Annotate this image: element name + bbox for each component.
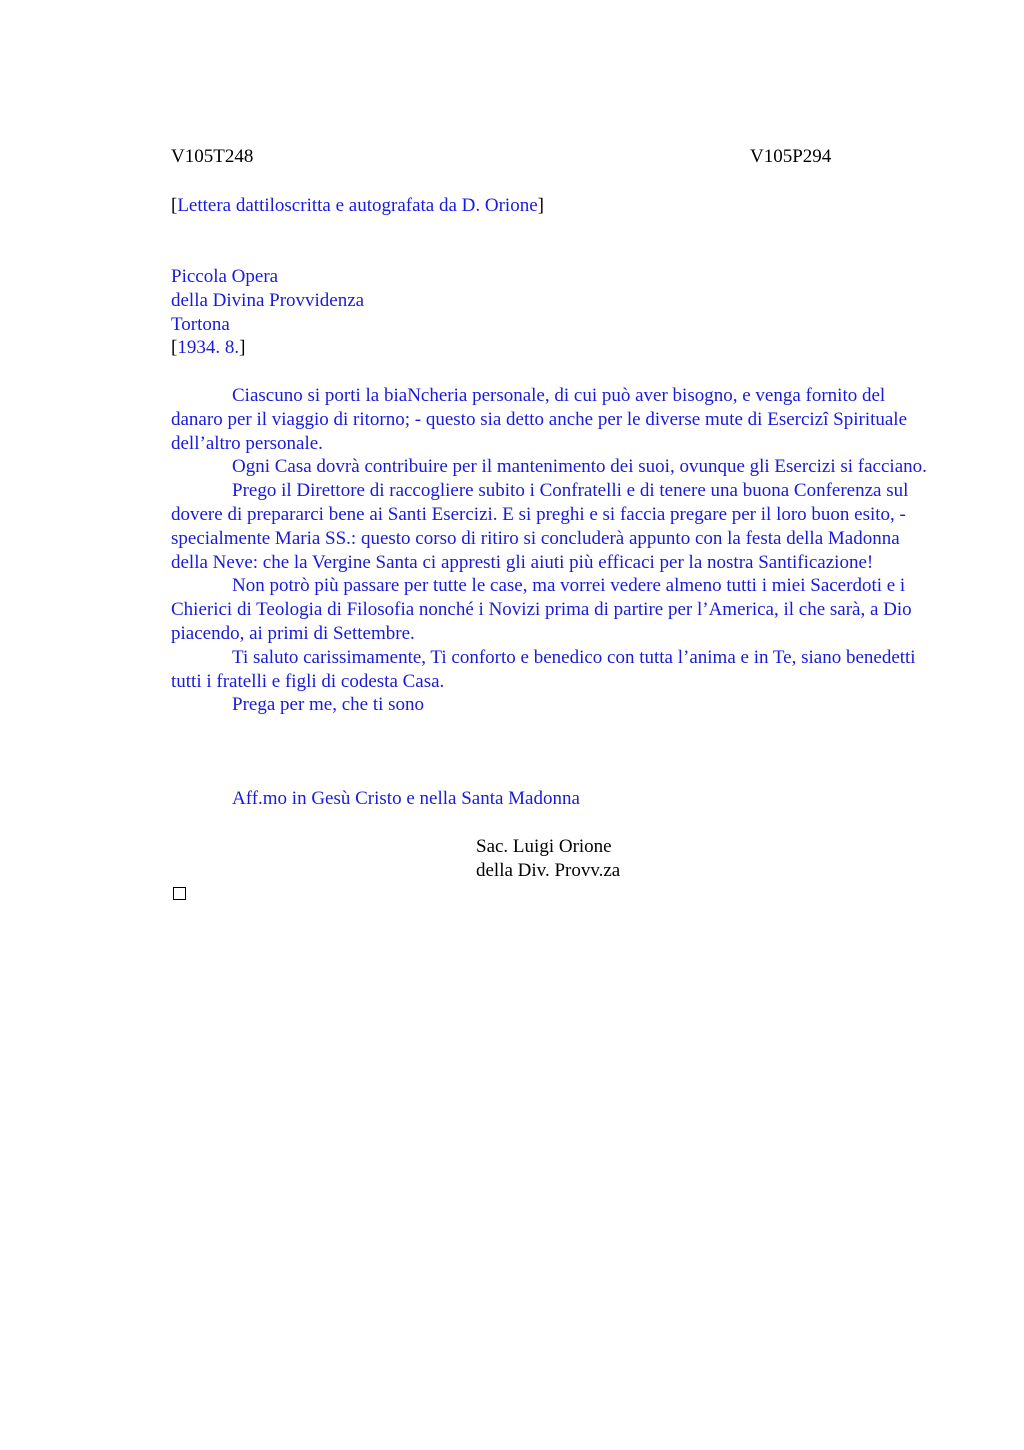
date-close-bracket: ] <box>239 337 246 359</box>
paragraph: Non potrò più passare per tutte le case, ma vorrei vedere almeno tutti i miei Sacerdoti e i Chierici di Teologia di Filosofia nonché i Novizi prima di partire per l’America, il che sarà, a Dio piacendo, ai primi di Settembre. <box>171 575 912 644</box>
header-codes <box>171 145 931 171</box>
end-marker-square-icon <box>173 887 186 900</box>
code-left: V105T248 <box>171 146 254 167</box>
signature-block <box>476 835 620 883</box>
paragraph: Ciascuno si porti la biaNcheria personale, di cui può aver bisogno, e venga fornito del danaro per il viaggio di ritorno; - questo sia detto anche per le diverse mute di Esercizî Spirituale dell’altro personale. <box>171 385 908 454</box>
address-line-2: della Divina Provvidenza <box>171 289 365 311</box>
document-page <box>171 145 931 881</box>
code-right: V105P294 <box>750 146 832 167</box>
note-text: Lettera dattiloscritta e autografata da D. Orione <box>177 195 538 216</box>
date-text: 1934. 8. <box>177 337 240 359</box>
closing-salutation: Aff.mo in Gesù Cristo e nella Santa Madonna <box>232 788 580 809</box>
date-open-bracket: [ <box>171 337 178 359</box>
letter-date <box>171 336 364 360</box>
editorial-note <box>171 194 544 218</box>
note-open-bracket: [ <box>171 195 178 216</box>
address-line-1: Piccola Opera <box>171 266 279 287</box>
signature-name: Sac. Luigi Orione <box>476 836 612 857</box>
address-line-3: Tortona <box>171 313 230 335</box>
letterhead-address <box>171 265 364 360</box>
paragraph: Ti saluto carissimamente, Ti conforto e benedico con tutta l’anima e in Te, siano benedetti tutti i fratelli e figli di codesta Casa. <box>171 646 916 692</box>
note-close-bracket: ] <box>537 195 544 216</box>
letter-body <box>171 384 931 717</box>
signature-title: della Div. Provv.za <box>476 859 621 881</box>
paragraph: Ogni Casa dovrà contribuire per il mantenimento dei suoi, ovunque gli Esercizi si facciano. <box>232 456 927 478</box>
paragraph: Prego il Direttore di raccogliere subito i Confratelli e di tenere una buona Conferenza sul dovere di prepararci bene ai Santi Esercizi. E si preghi e si faccia pregare per il loro buon esito, - specialmente Maria SS.: questo corso di ritiro si concluderà appunto con la festa della Madonna della Neve: che la Vergine Santa ci appresti gli aiuti più efficaci per la nostra Santificazione! <box>171 480 909 573</box>
paragraph: Prega per me, che ti sono <box>232 694 425 716</box>
